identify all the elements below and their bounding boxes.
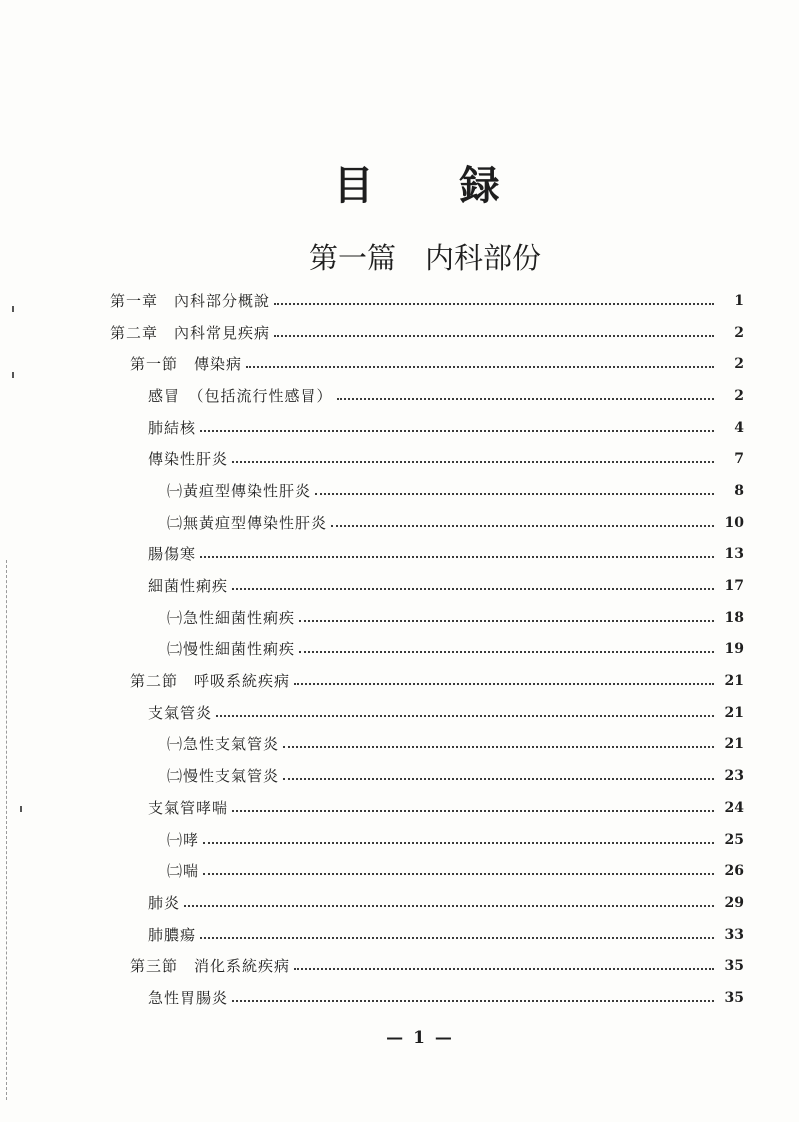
dot-leader (203, 873, 714, 875)
dot-leader (232, 810, 714, 812)
toc-entry-page: 13 (724, 546, 744, 563)
toc-entry-page: 8 (734, 482, 744, 499)
toc-entry-page: 4 (734, 419, 744, 436)
dot-leader (232, 588, 714, 590)
toc-entry-label: 傳染性肝炎 (148, 450, 229, 469)
toc-entry-label: 腸傷寒 (148, 545, 197, 564)
toc-entry (110, 887, 744, 919)
dot-leader (200, 556, 714, 558)
toc-entry-page: 35 (724, 958, 744, 975)
toc-entry (110, 855, 744, 887)
dot-leader (294, 968, 714, 970)
toc-entry (110, 285, 744, 317)
dot-leader (216, 715, 714, 717)
dot-leader (274, 303, 714, 305)
toc-entry-page: 26 (724, 863, 744, 880)
part-title: 第一篇 内科部份 (308, 241, 541, 275)
dot-leader (299, 620, 714, 622)
toc-entry (110, 602, 744, 634)
dot-leader (184, 905, 714, 907)
toc-entry-page: 35 (724, 989, 744, 1006)
dot-leader (246, 366, 714, 368)
dot-leader (200, 937, 714, 939)
toc-entry-label: 第一章 內科部分概說 (110, 291, 271, 310)
toc-entry (110, 760, 744, 792)
toc-entry-page: 10 (724, 514, 744, 531)
dot-leader (337, 398, 714, 400)
scan-speck (12, 306, 14, 312)
toc-entry (110, 919, 744, 951)
toc-entry (110, 570, 744, 602)
dot-leader (315, 493, 714, 495)
page-number-footer: — 1 — (386, 1028, 454, 1048)
toc-entry-page: 29 (724, 894, 744, 911)
toc-entry-page: 17 (724, 578, 744, 595)
toc-entry (110, 665, 744, 697)
dot-leader (232, 461, 714, 463)
dot-leader (294, 683, 714, 685)
toc-entry-label: ㈡慢性支氣管炎 (167, 767, 280, 786)
toc-entry-label: 肺膿瘍 (148, 925, 197, 944)
toc-entry (110, 412, 744, 444)
scan-speck (12, 372, 14, 378)
toc-entry-label: ㈠急性支氣管炎 (167, 735, 280, 754)
toc-entry (110, 697, 744, 729)
toc-entry (110, 729, 744, 761)
toc-entry-label: ㈡無黃疸型傳染性肝炎 (167, 513, 328, 532)
scan-edge-mark (6, 560, 7, 1100)
toc-entry-page: 2 (734, 387, 744, 404)
toc-entry (110, 443, 744, 475)
toc-entry (110, 539, 744, 571)
toc-entry-label: 支氣管炎 (148, 703, 213, 722)
toc-entry-label: 第二節 呼吸系統疾病 (130, 672, 291, 691)
toc-entry-page: 21 (724, 704, 744, 721)
toc-entry (110, 950, 744, 982)
toc-entry (110, 380, 744, 412)
toc-entry-page: 25 (724, 831, 744, 848)
page-title: 目 録 (333, 163, 502, 209)
dot-leader (203, 842, 714, 844)
dot-leader (299, 651, 714, 653)
dot-leader (274, 335, 714, 337)
toc-entry-label: ㈡慢性細菌性痢疾 (167, 640, 296, 659)
dot-leader (283, 746, 714, 748)
toc-entry (110, 317, 744, 349)
toc-entry-label: 肺結核 (148, 418, 197, 437)
toc-entry-page: 33 (724, 926, 744, 943)
dot-leader (200, 430, 714, 432)
toc-entry-label: ㈠黃疸型傳染性肝炎 (167, 481, 312, 500)
toc-entry (110, 475, 744, 507)
toc-entry-page: 23 (724, 768, 744, 785)
toc-entry-page: 21 (724, 673, 744, 690)
toc-entry-label: 感冒 （包括流行性感冒） (148, 386, 333, 405)
scan-speck (20, 806, 22, 812)
toc-entry-label: 第二章 內科常見疾病 (110, 323, 271, 342)
toc-entry-page: 2 (734, 324, 744, 341)
toc-entry-page: 18 (724, 609, 744, 626)
toc-entry (110, 348, 744, 380)
toc-entry-label: 肺炎 (148, 893, 181, 912)
toc-entry (110, 634, 744, 666)
toc-entry-page: 21 (724, 736, 744, 753)
toc-entry (110, 982, 744, 1014)
toc-entry (110, 792, 744, 824)
toc-entry-label: 急性胃腸炎 (148, 988, 229, 1007)
toc-entry-label: 細菌性痢疾 (148, 577, 229, 596)
toc-entry-page: 24 (724, 799, 744, 816)
toc-entry-label: 支氣管哮喘 (148, 798, 229, 817)
toc-entry-label: 第一節 傳染病 (130, 355, 243, 374)
toc-entry-label: 第三節 消化系統疾病 (130, 957, 291, 976)
dot-leader (331, 525, 714, 527)
toc-entry (110, 507, 744, 539)
toc-entry-page: 19 (724, 641, 744, 658)
toc-entry-page: 1 (734, 292, 744, 309)
toc-entry-label: ㈠哮 (167, 830, 200, 849)
toc-entry-page: 2 (734, 356, 744, 373)
toc-entry-page: 7 (734, 451, 744, 468)
dot-leader (232, 1000, 714, 1002)
dot-leader (283, 778, 714, 780)
table-of-contents (110, 285, 744, 1014)
toc-entry-label: ㈡喘 (167, 862, 200, 881)
toc-entry-label: ㈠急性細菌性痢疾 (167, 608, 296, 627)
toc-entry (110, 824, 744, 856)
